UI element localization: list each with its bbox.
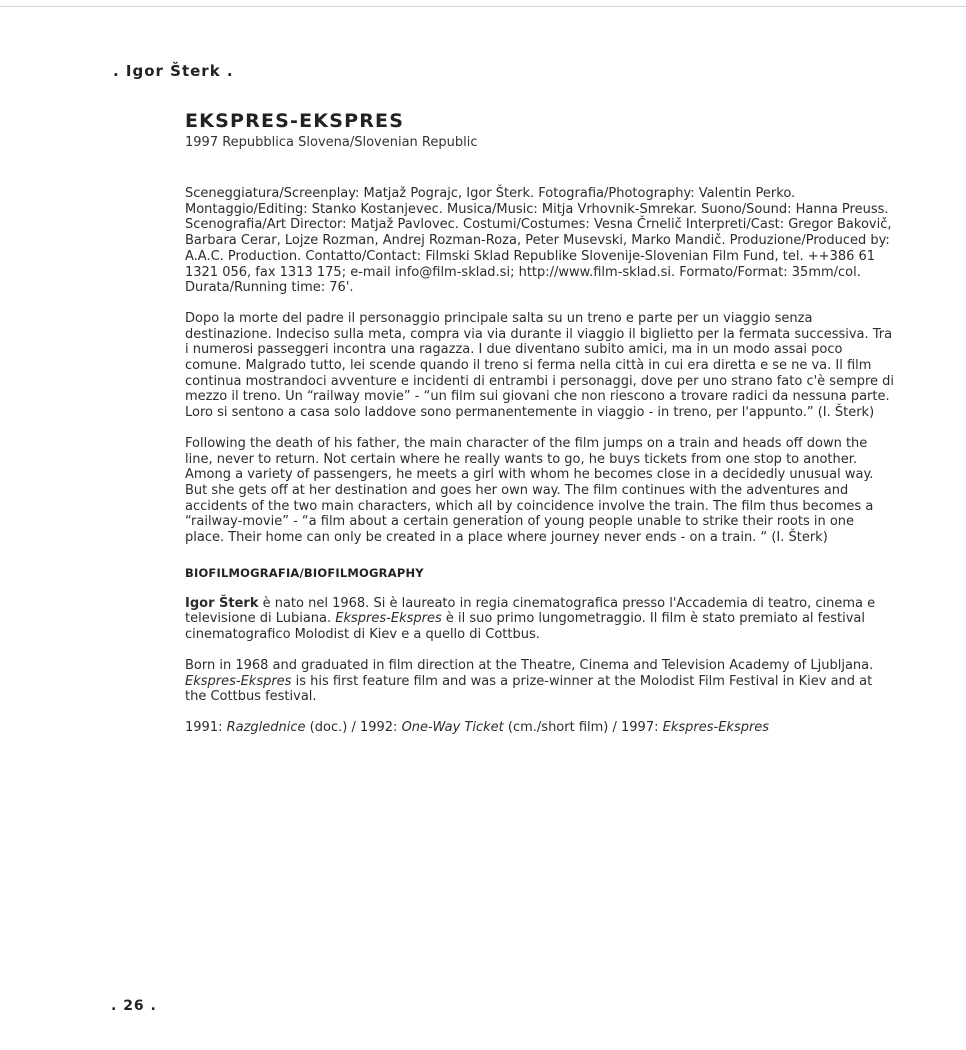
filmography-year-1: 1991: [185, 719, 227, 735]
bio-italian-text-2: è il suo primo lungometraggio. Il film è stato premiato al festival cinematografico Molodist di Kiev e a quello di Cottbus. [185, 611, 865, 643]
bio-italian-text-1: è nato nel 1968. Si è laureato in regia cinematografica presso l'Accademia di teatro, cinema e televisione di Lubiana. [185, 595, 876, 627]
director-name: Igor Šterk [185, 595, 259, 611]
synopsis-italian: Dopo la morte del padre il personaggio principale salta su un treno e parte per un viaggio senza destinazione. Indeciso sulla meta, compra via via durante il viaggio il biglietto per la fermata successiva. Tra i numerosi passeggeri incontra una ragazza. I due diventano subito amici, ma in un modo assai poco comune. Malgrado tutto, lei scende quando il treno si ferma nella città in cui era diretta e se ne va. Il film continua mostrandoci avventure e incidenti di entrambi i personaggi, dove per uno strano fato c'è sempre di mezzo il treno. Un “railway movie” - “un film sui giovani che non riescono a trovare radici da nessuna parte. Loro si sentono a casa solo laddove sono permanentemente in viaggio - in treno, per l'appunto.” (I. Šterk) [185, 310, 895, 421]
filmography-year-2: 1992: [359, 719, 402, 735]
filmography-year-3: 1997: [621, 719, 663, 735]
filmography-note-1: (doc.) / [305, 719, 360, 735]
filmography-title-3: Ekspres-Ekspres [662, 719, 770, 735]
bio-english-film-title: Ekspres-Ekspres [185, 673, 292, 689]
page-number: . 26 . [111, 998, 157, 1014]
bio-italian [185, 596, 897, 643]
film-entry [185, 108, 897, 736]
credits-paragraph: Sceneggiatura/Screenplay: Matjaž Pograjc, Igor Šterk. Fotografia/Photography: Valentin Perko. Montaggio/Editing: Stanko Kostanjevec. Musica/Music: Mitja Vrhovnik-Smrekar. Suono/Sound: Hanna Preuss. Scenografia/Art Director: Matjaž Pavlovec. Costumi/Costumes: Vesna Črnelič Interpreti/Cast: Gregor Bakovič, Barbara Cerar, Lojze Rozman, Andrej Rozman-Roza, Peter Musevski, Marko Mandič. Produzione/Produced by: A.A.C. Production. Contatto/Contact: Filmski Sklad Republike Slovenije-Slovenian Film Fund, tel. ++386 61 1321 056, fax 1313 175; e-mail info@film-sklad.si; http://www.film-sklad.si. Formato/Format: 35mm/col. Durata/Running time: 76'. [185, 186, 892, 296]
bio-english-text-1: Born in 1968 and graduated in film direction at the Theatre, Cinema and Television Academy of Ljubljana. [185, 657, 874, 673]
film-title: EKSPRES-EKSPRES [185, 110, 405, 132]
filmography-list [185, 720, 897, 736]
synopsis-english: Following the death of his father, the main character of the film jumps on a train and heads off down the line, never to return. Not certain where he really wants to go, he buys tickets from one stop to another. Among a variety of passengers, he meets a girl with whom he becomes close in a decidedly unusual way. But she gets off at her destination and goes her own way. The film continues with the adventures and accidents of the two main characters, which all by coincidence involve the train. The film thus becomes a “railway-movie” - “a film about a certain generation of young people unable to strike their roots in one place. Their home can only be created in a place where journey never ends - on a train. “ (I. Šterk) [185, 435, 874, 546]
biofilmography-heading: BIOFILMOGRAFIA/BIOFILMOGRAPHY [185, 565, 424, 580]
filmography-title-2: One-Way Ticket [401, 719, 504, 735]
film-subtitle: 1997 Repubblica Slovena/Slovenian Republic [185, 135, 478, 150]
filmography-note-2: (cm./short film) / [503, 719, 622, 735]
bio-english [185, 658, 897, 705]
bio-italian-film-title: Ekspres-Ekspres [335, 611, 442, 627]
director-header: . Igor Šterk . [113, 62, 234, 80]
filmography-title-1: Razglednice [226, 719, 306, 735]
top-rule [0, 6, 966, 7]
bio-english-text-2: is his first feature film and was a prize-winner at the Molodist Film Festival in Kiev and at the Cottbus festival. [185, 673, 873, 705]
